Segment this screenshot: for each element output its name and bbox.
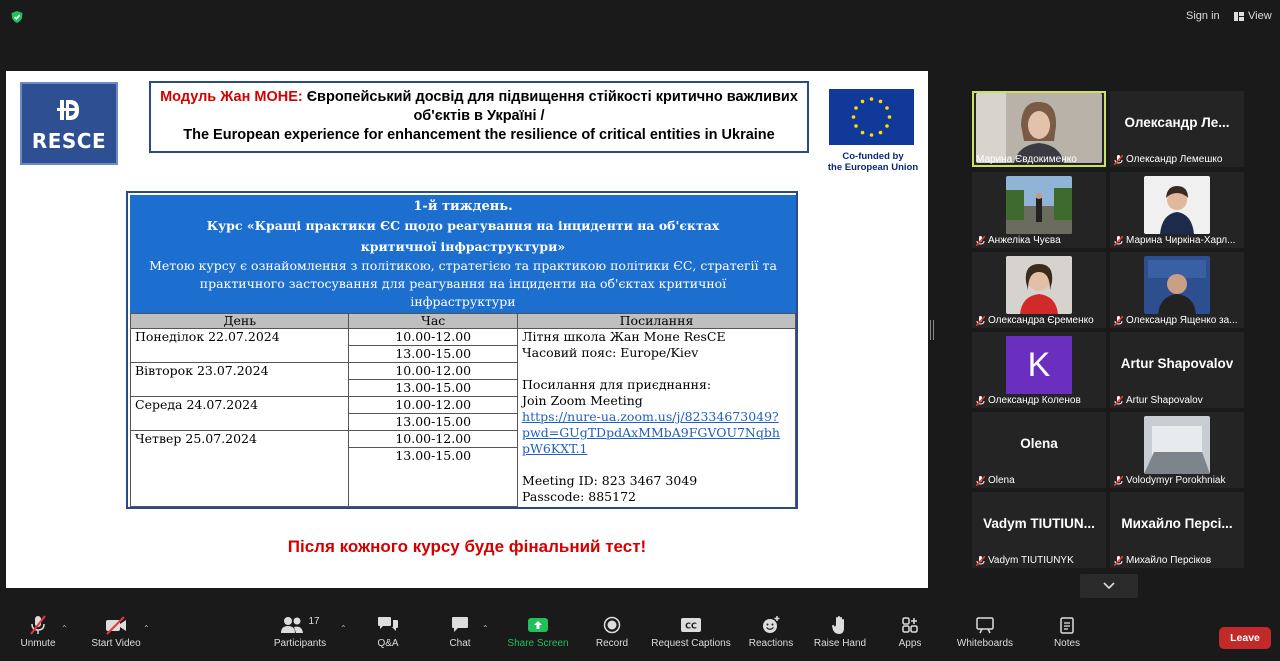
muted-mic-icon — [1114, 236, 1123, 246]
shared-screen-slide — [6, 71, 928, 588]
column-header-links: Посилання — [518, 314, 796, 329]
timezone: Часовий пояс: Europe/Kiev — [522, 345, 699, 360]
participant-tile[interactable] — [972, 91, 1106, 167]
schedule-table-box — [126, 191, 798, 509]
participant-name: Volodymyr Porokhniak — [1114, 475, 1242, 486]
resce-logo-text: RESCE — [31, 129, 107, 153]
muted-mic-icon — [976, 556, 985, 566]
reactions-icon — [761, 615, 781, 635]
module-title-en: The European experience for enhancement the resilience of critical entities in Ukraine — [183, 127, 775, 143]
participant-tile[interactable] — [1110, 412, 1244, 488]
resce-logo-icon — [54, 95, 84, 125]
apps-label: Apps — [898, 638, 922, 649]
muted-mic-icon — [1114, 476, 1123, 486]
module-title-red: Модуль Жан МОНЕ: — [160, 89, 303, 105]
day-cell: Вівторок 23.07.2024 — [131, 363, 349, 397]
request-captions-button[interactable] — [650, 612, 732, 649]
participant-initial-avatar: K — [1006, 336, 1072, 394]
participant-tile[interactable] — [1110, 252, 1244, 328]
participants-label: Participants — [273, 638, 327, 649]
muted-mic-icon — [976, 476, 985, 486]
participant-avatar — [1144, 176, 1210, 234]
eu-cofunded-caption — [818, 151, 928, 173]
raise-hand-label: Raise Hand — [813, 638, 867, 649]
video-off-icon — [104, 615, 128, 635]
gallery-next-page-button[interactable] — [1080, 574, 1138, 598]
participant-name: Olena — [976, 475, 1104, 486]
reactions-button[interactable] — [746, 612, 796, 649]
chevron-down-icon — [1103, 582, 1115, 590]
notes-icon — [1059, 616, 1075, 634]
view-label: View — [1248, 10, 1272, 22]
time-cell: 13.00-15.00 — [349, 414, 518, 431]
sign-in-link[interactable]: Sign in — [1186, 10, 1220, 22]
day-cell: Середа 24.07.2024 — [131, 397, 349, 431]
participant-name: Михайло Персіков — [1114, 555, 1242, 566]
start-video-label: Start Video — [91, 638, 141, 649]
view-grid-icon — [1234, 12, 1244, 21]
participant-tile[interactable] — [1110, 172, 1244, 248]
participant-name: Марина Євдокименко — [976, 154, 1077, 165]
column-header-time: Час — [349, 314, 518, 329]
participant-display-name: Олександр Ле... — [1124, 115, 1230, 130]
time-cell: 13.00-15.00 — [349, 346, 518, 363]
muted-mic-icon — [976, 236, 985, 246]
resce-logo — [20, 82, 118, 165]
links-cell — [518, 329, 796, 507]
participant-display-name: Vadym TIUTIUN... — [983, 516, 1095, 531]
start-video-button[interactable] — [88, 612, 144, 649]
participant-display-name: Artur Shapovalov — [1120, 356, 1234, 371]
participant-avatar — [1144, 256, 1210, 314]
chat-options-caret-icon[interactable]: ⌃ — [482, 624, 489, 633]
participant-name: Олександра Єременко — [976, 315, 1104, 326]
record-label: Record — [595, 638, 629, 649]
participant-name: Олександр Лемешко — [1114, 154, 1242, 165]
qa-label: Q&A — [377, 638, 399, 649]
participant-name: Анжеліка Чуєва — [976, 235, 1104, 246]
course-description: Метою курсу є ознайомлення з політикою, стратегією та практикою політики ЄС, стратегії та практичного застосування для реагування на інциденти на об'єктах критичної інфраструктури — [149, 258, 777, 309]
qa-icon — [377, 616, 399, 634]
participant-name: Artur Shapovalov — [1114, 395, 1242, 406]
participants-button[interactable] — [272, 612, 328, 649]
time-cell: 10.00-12.00 — [349, 431, 518, 448]
time-cell: 10.00-12.00 — [349, 329, 518, 346]
muted-mic-icon — [1114, 155, 1123, 165]
school-name: Літня школа Жан Моне ResCE — [522, 329, 726, 344]
course-title: Курс «Кращі практики ЄС щодо реагування на інциденти на об'єктах критичної інфраструктури» — [206, 218, 720, 254]
apps-button[interactable] — [890, 612, 930, 649]
muted-mic-icon — [28, 614, 48, 636]
time-cell: 13.00-15.00 — [349, 380, 518, 397]
leave-button[interactable]: Leave — [1219, 627, 1271, 649]
eu-caption-line-1: Co-funded by — [842, 151, 904, 162]
muted-mic-icon — [976, 316, 985, 326]
participant-tile[interactable] — [1110, 332, 1244, 408]
week-label: 1-й тиждень. — [413, 199, 513, 214]
eu-caption-line-2: the European Union — [827, 162, 919, 173]
table-row — [131, 329, 796, 346]
time-cell: 10.00-12.00 — [349, 397, 518, 414]
participants-count: 17 — [308, 615, 320, 627]
participant-tile[interactable] — [1110, 492, 1244, 568]
record-button[interactable] — [592, 612, 632, 649]
muted-mic-icon — [976, 396, 985, 406]
participant-avatar — [1144, 416, 1210, 474]
apps-icon — [901, 616, 919, 634]
record-icon — [603, 616, 621, 634]
participants-icon — [280, 616, 306, 634]
captions-icon — [680, 617, 702, 633]
participant-name: Олександр Ященко за... — [1114, 315, 1242, 326]
audio-options-caret-icon[interactable]: ⌃ — [61, 624, 68, 633]
time-cell: 10.00-12.00 — [349, 363, 518, 380]
unmute-label: Unmute — [20, 638, 56, 649]
participant-tile[interactable] — [972, 332, 1106, 408]
chat-label: Chat — [449, 638, 471, 649]
chat-button[interactable] — [440, 612, 480, 649]
muted-mic-icon — [1114, 316, 1123, 326]
whiteboard-icon — [975, 616, 995, 634]
zoom-meeting-link[interactable]: https://nure-ua.zoom.us/j/82334673049?pwd=GUgTDpdAxMMbA9FGVOU7NqbhpW6KXT.1 — [522, 409, 780, 456]
final-test-notice: Після кожного курсу буде фінальний тест! — [287, 537, 647, 556]
module-title-ua: Європейський досвід для підвищення стійкості критично важливих об'єктів в Україні / — [302, 89, 798, 124]
participant-display-name: Михайло Персі... — [1121, 516, 1233, 531]
request-captions-label: Request Captions — [651, 638, 731, 649]
participants-options-caret-icon[interactable]: ⌃ — [340, 624, 347, 633]
participant-tile[interactable] — [972, 252, 1106, 328]
day-cell: Четвер 25.07.2024 — [131, 431, 349, 507]
muted-mic-icon — [1114, 556, 1123, 566]
raise-hand-icon — [831, 615, 849, 635]
participant-avatar — [1006, 176, 1072, 234]
participant-tile[interactable] — [1110, 91, 1244, 167]
participant-video — [976, 93, 1102, 163]
notes-button[interactable] — [1047, 612, 1087, 649]
slide-title-box — [149, 81, 809, 153]
join-zoom-text: Join Zoom Meeting — [522, 393, 643, 408]
time-cell: 13.00-15.00 — [349, 448, 518, 507]
participant-display-name: Olena — [1020, 436, 1058, 451]
meeting-id: Meeting ID: 823 3467 3049 — [522, 473, 698, 488]
participant-avatar — [1006, 256, 1072, 314]
participant-name: Олександр Коленов — [976, 395, 1104, 406]
participant-tile[interactable] — [972, 172, 1106, 248]
video-options-caret-icon[interactable]: ⌃ — [143, 624, 150, 633]
share-screen-button[interactable] — [505, 612, 571, 649]
unmute-button[interactable] — [16, 612, 60, 649]
day-cell: Понеділок 22.07.2024 — [131, 329, 349, 363]
share-screen-label: Share Screen — [507, 638, 569, 649]
muted-mic-icon — [1114, 396, 1123, 406]
whiteboards-label: Whiteboards — [956, 638, 1014, 649]
share-screen-icon — [527, 616, 549, 634]
schedule-table — [130, 313, 796, 507]
meeting-toolbar — [0, 612, 1280, 661]
join-label: Посилання для приєднання: — [522, 377, 712, 392]
table-header-row — [131, 314, 796, 329]
eu-flag-icon — [829, 89, 914, 145]
reactions-label: Reactions — [748, 638, 794, 649]
panel-resize-handle[interactable] — [930, 320, 934, 340]
security-shield-icon[interactable] — [10, 10, 24, 24]
participant-tile[interactable] — [972, 492, 1106, 568]
svg-text:CC: CC — [685, 621, 697, 631]
notes-label: Notes — [1053, 638, 1081, 649]
raise-hand-button[interactable] — [813, 612, 867, 649]
column-header-day: День — [131, 314, 349, 329]
participant-tile[interactable] — [972, 412, 1106, 488]
schedule-header — [130, 195, 796, 313]
whiteboards-button[interactable] — [952, 612, 1018, 649]
participant-name: Марина Чиркіна-Харл... — [1114, 235, 1242, 246]
chat-icon — [450, 616, 470, 634]
passcode: Passcode: 885172 — [522, 489, 636, 504]
qa-button[interactable] — [368, 612, 408, 649]
participant-name: Vadym TIUTIUNYK — [976, 555, 1104, 566]
view-button[interactable] — [1234, 10, 1272, 22]
